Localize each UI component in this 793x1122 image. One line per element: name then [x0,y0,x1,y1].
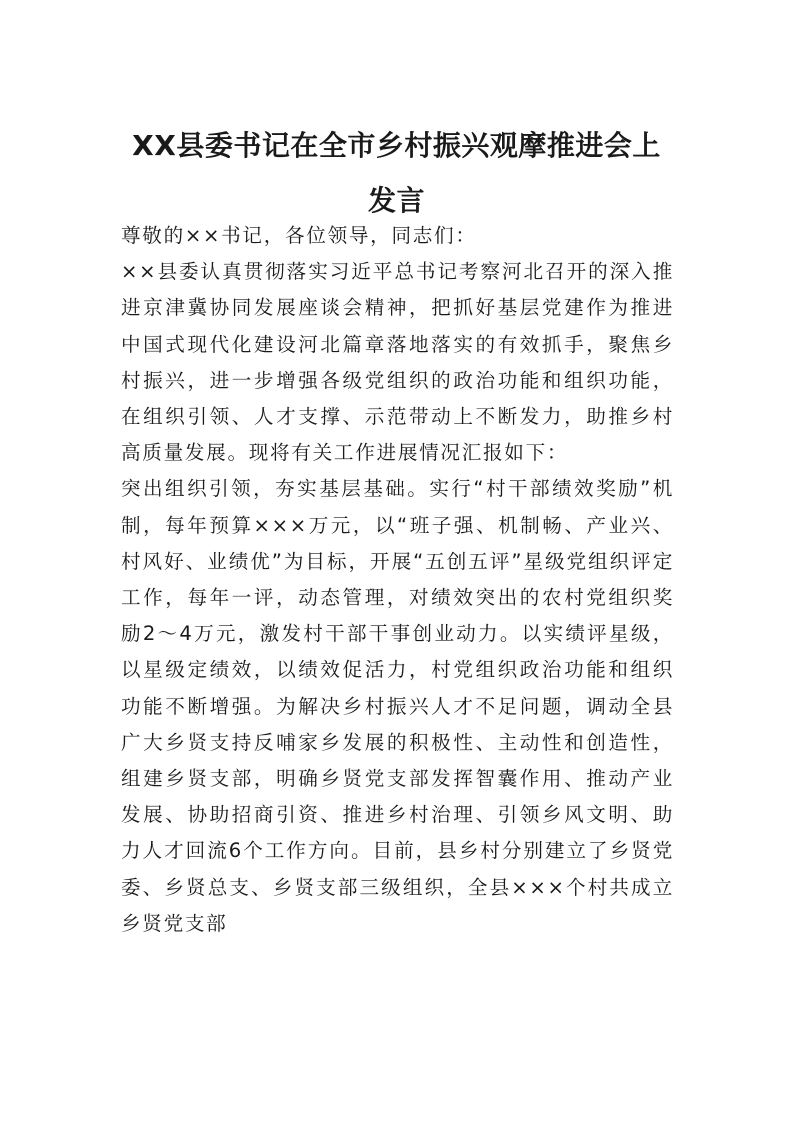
salutation: 尊敬的××书记，各位领导，同志们： [121,224,477,247]
title-line-1: XX县委书记在全市乡村振兴观摩推进会上 [132,129,661,162]
paragraph-intro: ××县委认真贯彻落实习近平总书记考察河北召开的深入推进京津冀协同发展座谈会精神，把抓好基层党建作为推进中国式现代化建设河北篇章落地落实的有效抓手，聚焦乡村振兴，进一步增强各级党组织的政治功能和组织功能，在组织引领、人才支撑、示范带动上不断发力，助推乡村高质量发展。现将有关工作进展情况汇报如下： [121,260,674,465]
document-body [121,218,674,942]
document-title [100,118,693,228]
paragraph-organization: 突出组织引领，夯实基层基础。实行“村干部绩效奖励”机制，每年预算×××万元，以“班子强、机制畅、产业兴、村风好、业绩优”为目标，开展“五创五评”星级党组织评定工作，每年一评，动态管理，对绩效突出的农村党组织奖励2～4万元，激发村干部干事创业动力。以实绩评星级，以星级定绩效，以绩效促活力，村党组织政治功能和组织功能不断增强。为解决乡村振兴人才不足问题，调动全县广大乡贤支持反哺家乡发展的积极性、主动性和创造性，组建乡贤支部，明确乡贤党支部发挥智囊作用、推动产业发展、协助招商引资、推进乡村治理、引领乡风文明、助力人才回流6个工作方向。目前，县乡村分别建立了乡贤党委、乡贤总支、乡贤支部三级组织，全县×××个村共成立乡贤党支部 [121,477,674,935]
title-line-2: 发言 [367,184,425,217]
